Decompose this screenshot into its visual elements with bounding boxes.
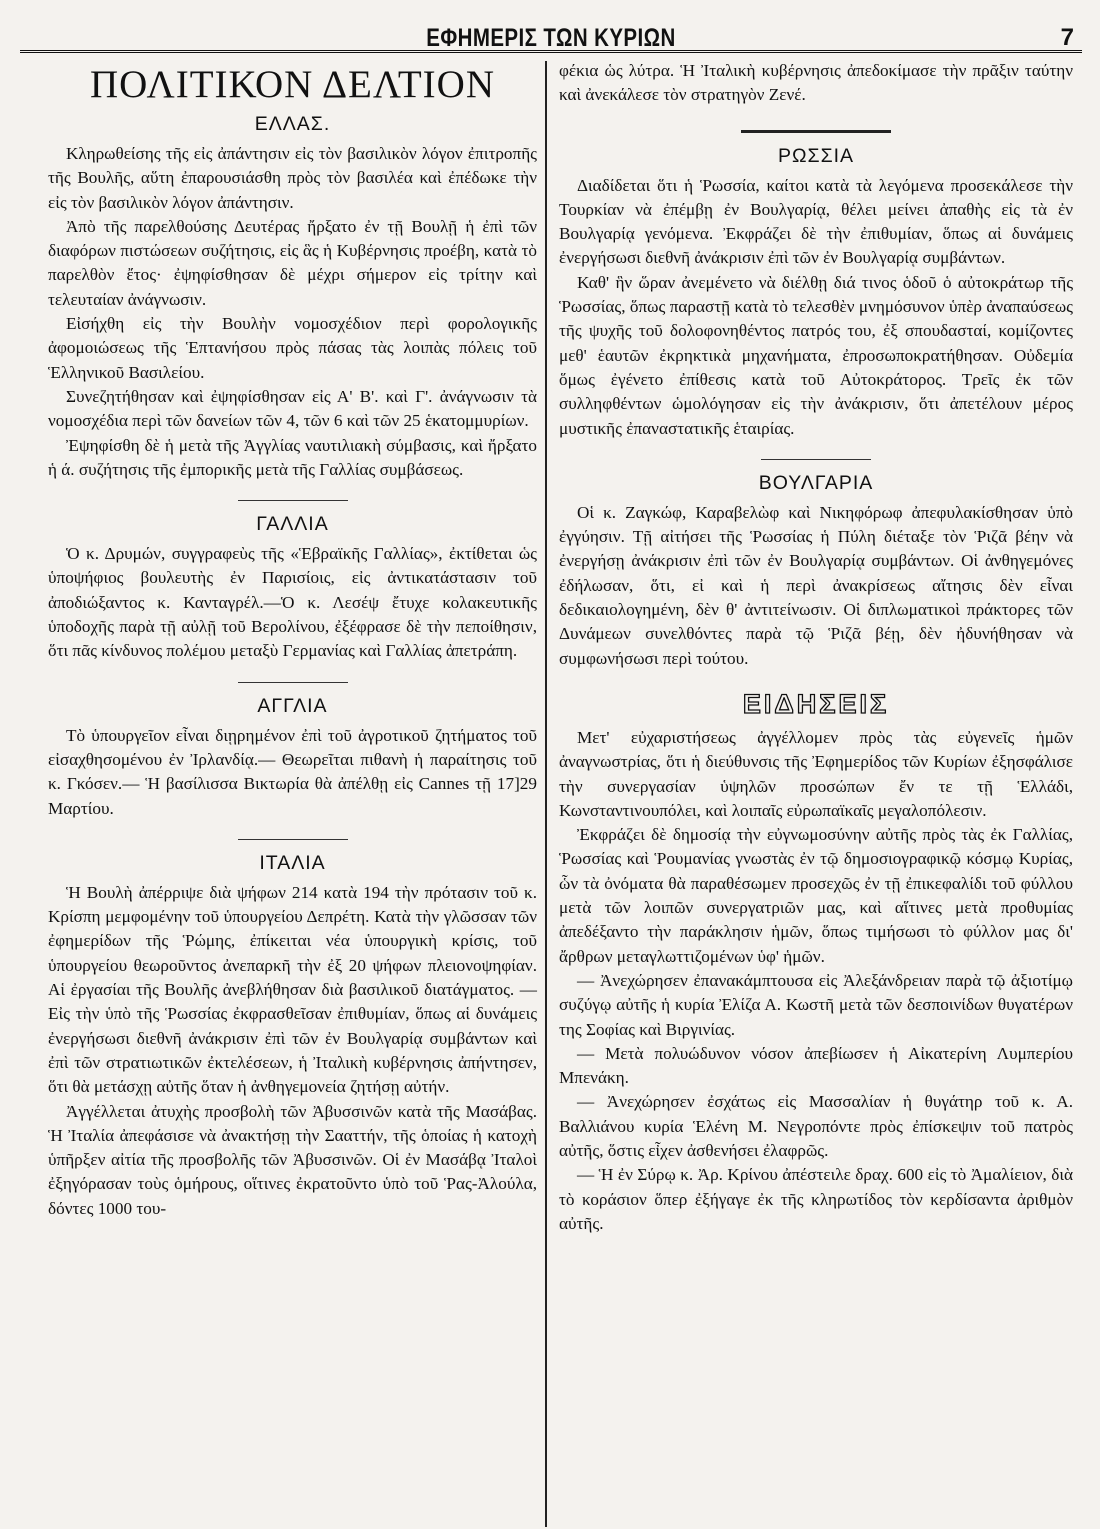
page-number: 7 [1060,24,1074,51]
paragraph: Οἱ κ. Ζαγκώφ, Καραβελὼφ καὶ Νικηφόρωφ ἀπεφυλακίσθησαν ὑπὸ ἐγγύησιν. Τῇ αἰτήσει τῆς Ῥωσσίας ἡ Πύλη διέταξε τὸν Ῥιζᾶ βέην νὰ ἐνεργήσῃ ἀνάκρισιν ἐπὶ τῶν ἐν Βουλγαρίᾳ συμβάντων. Οἱ ἀνθηγεμόνες ἐδήλωσαν, ὅτι, εἰ καὶ ἡ περὶ ἀνακρίσεως αἴτησις δὲν εἶναι δεδικαιολογημένη, δὲν θ' ἀντιτείνωσιν. Οἱ διπλωματικοὶ πράκτορες τῶν Δυνάμεων συνελθόντες παρὰ τῷ Ῥιζᾶ βέῃ, δὲν ἠδυνήθησαν νὰ συμφωνήσωσι περὶ τούτου. [559,502,1073,668]
paragraph: Κληρωθείσης τῆς εἰς ἀπάντησιν εἰς τὸν βασιλικὸν λόγον ἐπιτροπῆς τῆς Βουλῆς, αὕτη ἐπαρουσιάσθη πρὸς τὸν βασιλέα καὶ ἐπέδωκε τὴν εἰς τὸν βασιλικὸν λόγον ἀπάντησιν. [48,144,537,212]
main-section-title: ΠΟΛΙΤΙΚΟΝ ΔΕΛΤΙΟΝ [90,63,495,106]
page-header [20,10,1082,53]
section-divider [238,500,348,501]
paragraph: — Μετὰ πολυώδυνον νόσον ἀπεβίωσεν ἡ Αἰκατερίνη Λυμπερίου Μπενάκη. [559,1043,1073,1088]
section-heading-england: ΑΓΓΛΙΑ [257,694,328,717]
section-heading-news: ΕΙΔΗΣΕΙΣ [742,688,890,719]
section-divider [238,682,348,683]
section-heading-bulgaria: ΒΟΥΛΓΑΡΙΑ [758,471,874,494]
section-heading-russia: ΡΩΣΣΙΑ [777,144,855,167]
paragraph: Ὁ κ. Δρυμών, συγγραφεὺς τῆς «Ἑβραϊκῆς Γαλλίας», ἐκτίθεται ὡς ὑποψήφιος βουλευτὴς ἐν Παρισίοις, εἰς ἀντικατάστασιν τοῦ ἀποδιώξαντος κ. Κανταγρέλ.—Ὁ κ. Λεσέψ ἔτυχε κολακευτικῆς ὑποδοχῆς παρὰ τῇ αὐλῇ τοῦ Βερολίνου, ἐξέφρασε δὲ τὴν πεποίθησιν, ὅτι πᾶς κίνδυνος πολέμου μεταξὺ Γερμανίας καὶ Γαλλίας ἀπετράπη. [48,544,537,661]
paragraph: Ἀγγέλλεται ἀτυχὴς προσβολὴ τῶν Ἀβυσσινῶν κατὰ τῆς Μασάβας. Ἡ Ἰταλία ἀπεφάσισε νὰ ἀνακτήσῃ τὴν Σααττήν, τῆς ὁποίας ἡ κατοχὴ ὑπῆρξεν αἰτία τῆς προσβολῆς τῶν Ἀβυσσινῶν. Οἱ ἐν Μασάβᾳ Ἰταλοὶ ἐξηγόρασαν τοὺς ὁμήρους, οἵτινες ἐκρατοῦντο ὑπὸ τοῦ Ῥας-Ἀλούλα, δόντες 1000 του- [48,1101,537,1218]
newspaper-title: ΕΦΗΜΕΡΙΣ ΤΩΝ ΚΥΡΙΩΝ [426,24,676,52]
section-heading-greece: ΕΛΛΑΣ. [254,113,331,135]
paragraph: Εἰσήχθη εἰς τὴν Βουλὴν νομοσχέδιον περὶ φορολογικῆς ἀφομοιώσεως τῆς Ἑπτανήσου πρὸς πάσας τὰς λοιπὰς πόλεις τοῦ Ἑλληνικοῦ Βασιλείου. [48,314,537,382]
paragraph: Διαδίδεται ὅτι ἡ Ῥωσσία, καίτοι κατὰ τὰ λεγόμενα προσεκάλεσε τὴν Τουρκίαν νὰ ἐπέμβῃ ἐν Βουλγαρίᾳ, θέλει μείνει ἀπαθὴς εἰς τὰ ἐν Βουλγαρίᾳ γενόμενα. Ἐκφράζει δὲ τὴν ἐπιθυμίαν, ὅπως αἱ δυνάμεις ἐνεργήσωσι διεθνῆ ἀνάκρισιν ἐπὶ τῶν ἐν Βουλγαρίᾳ συμβάντων. [559,175,1073,268]
left-column [20,59,545,1529]
paragraph: Καθ' ἣν ὥραν ἀνεμένετο νὰ διέλθῃ διά τινος ὁδοῦ ὁ αὐτοκράτωρ τῆς Ῥωσσίας, ὅπως παραστῇ κατὰ τὸ τελεσθὲν μνημόσυνον ὑπὲρ ἀναπαύσεως τῆς ψυχῆς τοῦ δολοφονηθέντος πατρός του, ἐξ σπουδασταί, κομίζοντες μεθ' ἑαυτῶν ἐκρηκτικὰ μηχανήματα, ἐπροσωποκρατήθησαν. Οὐδεμία ὅμως ἐγένετο ἐπίθεσις κατὰ τοῦ Αὐτοκράτορος. Τρεῖς ἐκ τῶν συλληφθέντων ὡμολόγησαν εἰς τὴν ἀνάκρισιν, ὅτι ἀπετέλουν μέρος μυστικῆς ἐπαναστατικῆς ἑταιρίας. [559,272,1073,438]
paragraph: Συνεζητήθησαν καὶ ἐψηφίσθησαν εἰς Α' Β'. καὶ Γ'. ἀνάγνωσιν τὰ νομοσχέδια περὶ τῶν δανείων τῶν 4, τῶν 6 καὶ τῶν 25 ἑκατομμυρίων. [48,386,537,431]
columns [20,59,1082,1529]
section-heading-france: ΓΑΛΛΙΑ [256,513,329,536]
section-divider [238,839,348,840]
paragraph: — Ἀνεχώρησεν ἐπανακάμπτουσα εἰς Ἀλεξάνδρειαν παρὰ τῷ ἀξιοτίμῳ συζύγῳ αὐτῆς ἡ κυρία Ἐλίζα Α. Κωστῆ μετὰ τῶν δεσποινίδων θυγατέρων της Σοφίας καὶ Βιργινίας. [559,970,1073,1039]
paragraph: — Ἡ ἐν Σύρῳ κ. Ἀρ. Κρίνου ἀπέστειλε δραχ. 600 εἰς τὸ Ἀμαλίειον, διὰ τὸ κοράσιον ὅπερ ἐξήγαγε ἐκ τῆς κληρωτίδος τὸν κερδίσαντα ἀριθμὸν αὐτῆς. [559,1165,1073,1233]
paragraph: Ἐκφράζει δὲ δημοσίᾳ τὴν εὐγνωμοσύνην αὐτῆς πρὸς τὰς ἐκ Γαλλίας, Ῥωσσίας καὶ Ῥουμανίας γνωστὰς ἐν τῷ δημοσιογραφικῷ κόσμῳ Κυρίας, ὧν τὰ ὀνόματα θὰ παραθέσωμεν προσεχῶς ἐν τῇ ἐπικεφαλίδι τοῦ φύλλου μετὰ τῶν λοιπῶν συνεργατριῶν μας, καὶ αἵτινες μετὰ προθυμίας ἀπεδέξαντο τὴν παράκλησιν ἡμῶν, ὅπως τιμήσωσι τὸ φύλλον μας δι' ἄρθρων μεταγλωττιζομένων ὑφ' ἡμῶν. [559,825,1073,966]
section-divider [761,459,871,460]
section-divider [741,130,891,133]
paragraph: Ἀπὸ τῆς παρελθούσης Δευτέρας ἤρξατο ἐν τῇ Βουλῇ ἡ ἐπὶ τῶν διαφόρων πιστώσεων συζήτησις, εἰς ἃς ἡ Κυβέρνησις προέβη, κατὰ τὸ παρελθὸν ἔτος· ἐψηφίσθησαν δὲ μέχρι σήμερον εἰς τρίτην καὶ τελευταίαν ἀνάγνωσιν. [48,216,537,309]
paragraph: — Ἀνεχώρησεν ἐσχάτως εἰς Μασσαλίαν ἡ θυγάτηρ τοῦ κ. Α. Βαλλιάνου κυρία Ἑλένη Μ. Νεγροπόντε πρὸς ἐπίσκεψιν τοῦ πατρὸς αὐτῆς, ὅστις εἶχεν ἀσθενήσει ἐλαφρῶς. [559,1092,1073,1160]
paragraph: Ἡ Βουλὴ ἀπέρριψε διὰ ψήφων 214 κατὰ 194 τὴν πρότασιν τοῦ κ. Κρίσπη μεμφομένην τοῦ ὑπουργείου Δεπρέτη. Κατὰ τὴν γλῶσσαν τῶν ἐφημερίδων τῆς Ῥώμης, ἐπίκειται νέα ὑπουργικὴ κρίσις, τοῦ ὑπουργείου θεωροῦντος ἀνεπαρκῆ τὴν ἐξ 20 ψήφων πλειονοψηφίαν. Αἱ ἐργασίαι τῆς Βουλῆς ἀνεβλήθησαν διὰ βασιλικοῦ διατάγματος. — Εἰς τὴν ὑπὸ τῆς Ῥωσσίας ἐκφρασθεῖσαν ἐπιθυμίαν, ὅπως αἱ δυνάμεις ἐνεργήσωσι διεθνῆ ἀνάκρισιν ἐπὶ τῶν ἐν Βουλγαρίᾳ συμβάντων καὶ ἐπὶ τῶν στρατιωτικῶν ἐκτελέσεων, ἡ Ἰταλικὴ κυβέρνησις ἀπήντησεν, ὅτι θὰ μετάσχῃ αὐτῆς ὅταν ἡ ἀνθηγεμονεία ζητήσῃ αὐτήν. [48,882,537,1097]
paragraph: Τὸ ὑπουργεῖον εἶναι διῃρημένον ἐπὶ τοῦ ἀγροτικοῦ ζητήματος τοῦ εἰσαχθησομένου ἐν Ἰρλανδίᾳ.— Θεωρεῖται πιθανὴ ἡ παραίτησις τοῦ κ. Γκόσεν.— Ἡ βασίλισσα Βικτωρία θὰ ἀπέλθῃ εἰς Cannes τῇ 17]29 Μαρτίου. [48,725,537,818]
continued-paragraph: φέκια ὡς λύτρα. Ἡ Ἰταλικὴ κυβέρνησις ἀπεδοκίμασε τὴν πρᾶξιν ταύτην καὶ ἀνεκάλεσε τὸν στρατηγὸν Ζενέ. [559,61,1073,105]
paragraph: Ἐψηφίσθη δὲ ἡ μετὰ τῆς Ἀγγλίας ναυτιλιακὴ σύμβασις, καὶ ἤρξατο ἡ ά. συζήτησις τῆς ἐμπορικῆς μετὰ τῆς Γαλλίας συμβάσεως. [48,435,537,479]
paragraph: Μετ' εὐχαριστήσεως ἀγγέλλομεν πρὸς τὰς εὐγενεῖς ἡμῶν ἀναγνωστρίας, ὅτι ἡ διεύθυνσις τῆς Ἐφημερίδος τῶν Κυρίων ἐξησφάλισε τὴν συνεργασίαν ὑψηλῶν προσώπων ἔν τε τῇ Ἑλλάδι, Κωνσταντινουπόλει, καὶ λοιπαῖς εὐρωπαϊκαῖς μεγαλοπόλεσιν. [559,727,1073,820]
section-heading-italy: ΙΤΑΛΙΑ [259,851,326,874]
right-column [547,59,1077,1529]
